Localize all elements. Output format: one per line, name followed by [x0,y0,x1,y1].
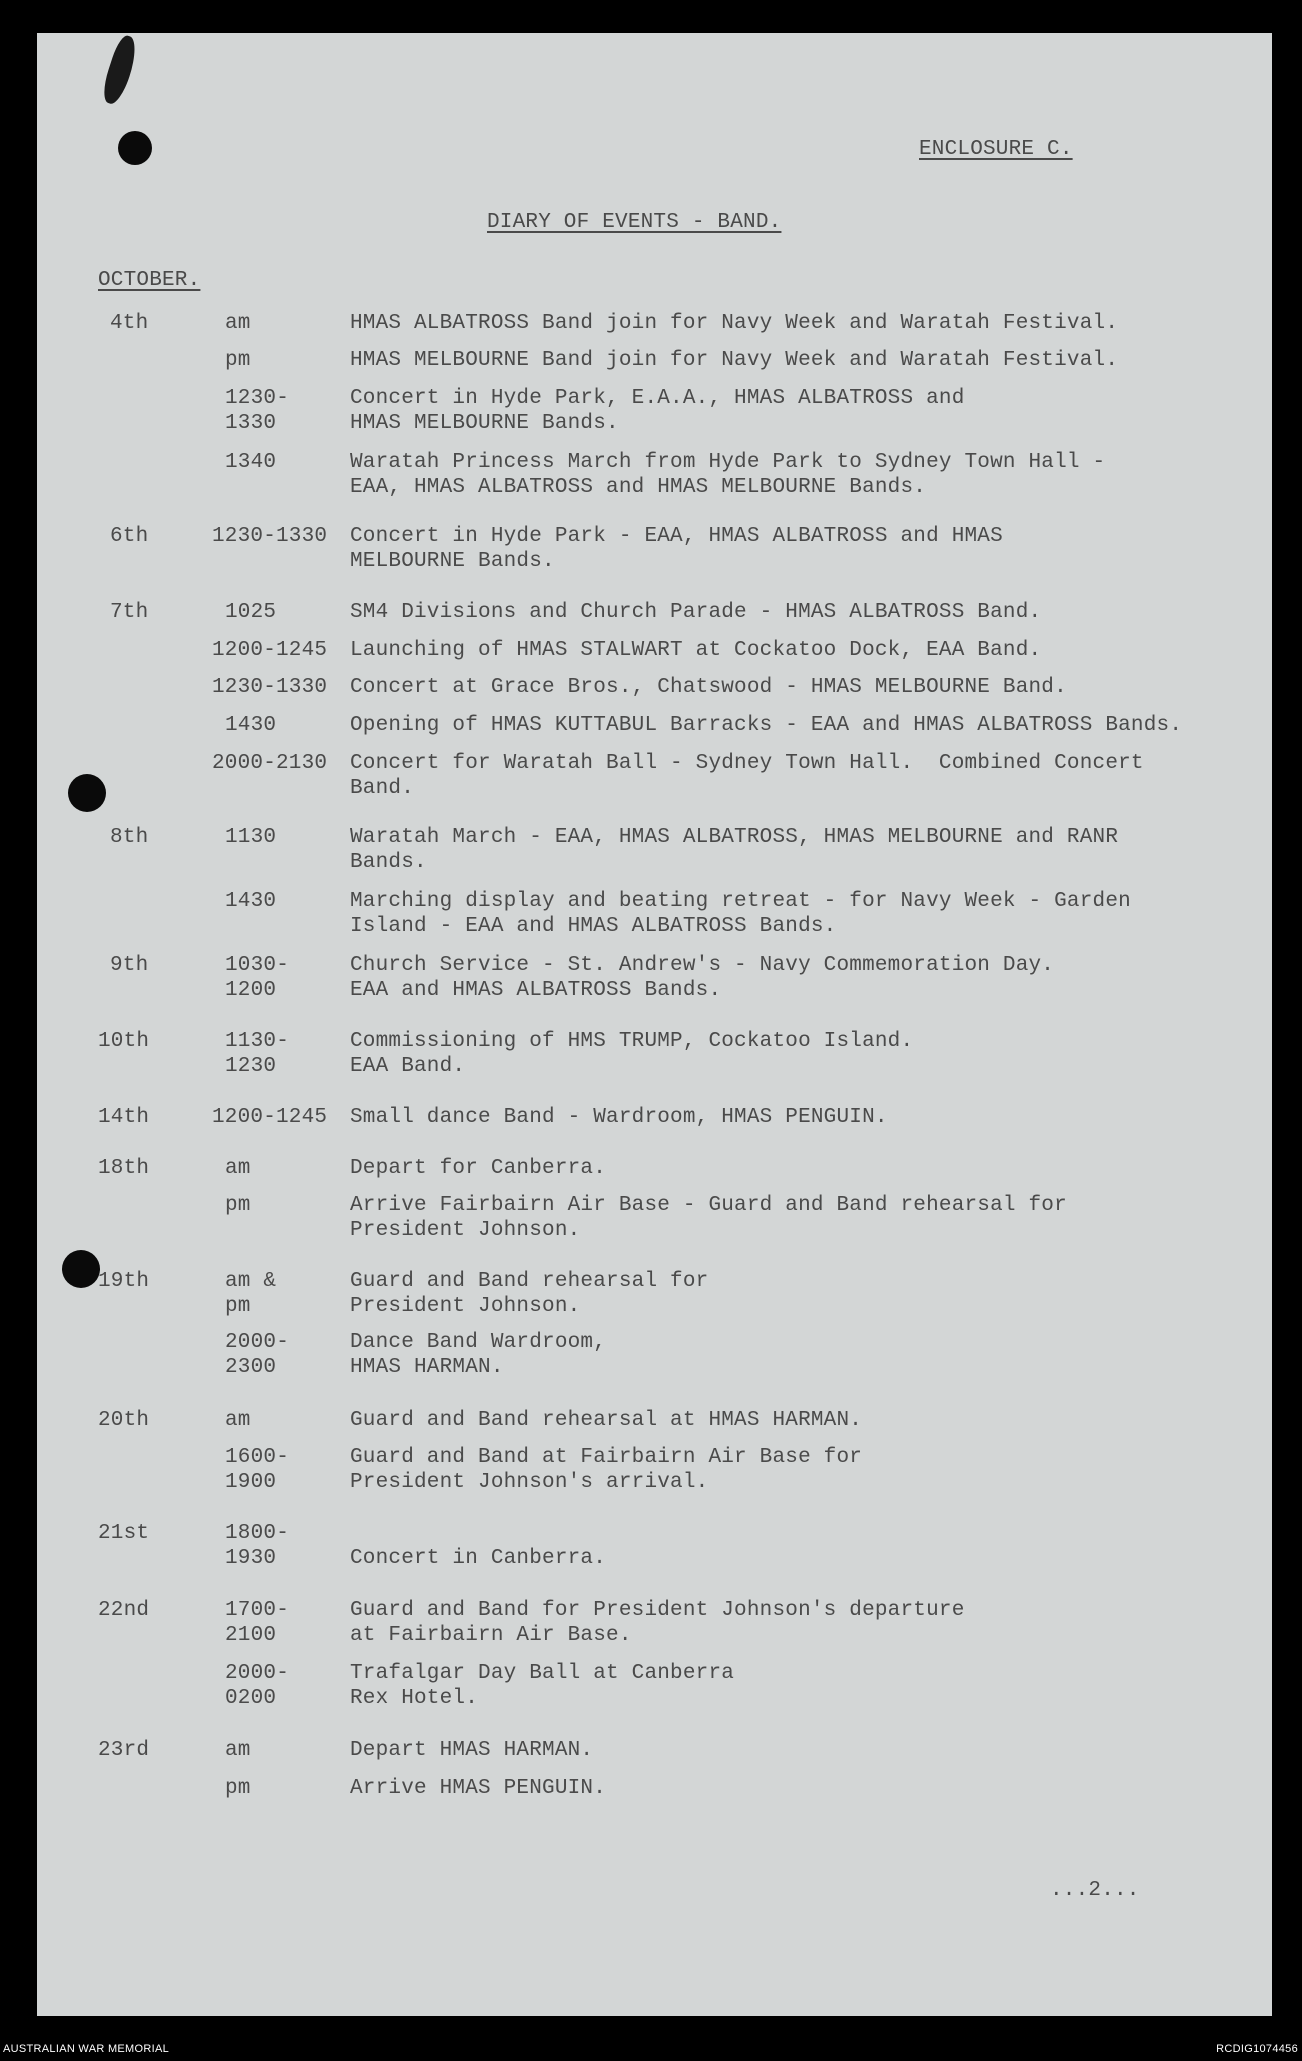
entry-description: Concert in Hyde Park, E.A.A., HMAS ALBATROSS and HMAS MELBOURNE Bands. [350,387,965,435]
punch-hole-middle [68,774,106,812]
entry-date: 20th [98,1409,150,1432]
entry-time: am & pm [225,1270,277,1318]
entry-time: 1130 [225,826,277,849]
entry-time: 1030- 1200 [225,954,290,1002]
punch-hole-lower [62,1250,100,1288]
entry-description: Opening of HMAS KUTTABUL Barracks - EAA and HMAS ALBATROSS Bands. [350,714,1183,737]
document-page [37,33,1272,2016]
entry-description: Depart HMAS HARMAN. [350,1739,594,1762]
entry-time: 1430 [225,714,277,737]
entry-date: 7th [110,601,149,624]
entry-description: Small dance Band - Wardroom, HMAS PENGUIN. [350,1106,888,1129]
punch-hole-top [118,131,152,165]
entry-time: 1025 [225,601,277,624]
entry-time: 1230-1330 [212,676,328,699]
entry-date: 10th [98,1030,150,1053]
entry-date: 14th [98,1106,150,1129]
entry-date: 19th [98,1270,150,1293]
entry-description: Concert at Grace Bros., Chatswood - HMAS MELBOURNE Band. [350,676,1067,699]
entry-time: am [225,312,251,335]
footer-left-credit: AUSTRALIAN WAR MEMORIAL [3,2043,170,2055]
entry-description: Waratah Princess March from Hyde Park to Sydney Town Hall - EAA, HMAS ALBATROSS and HMAS MELBOURNE Bands. [350,451,1106,499]
entry-description: Arrive Fairbairn Air Base - Guard and Band rehearsal for President Johnson. [350,1194,1067,1242]
entry-time: 1800- 1930 [225,1522,290,1570]
entry-description: Arrive HMAS PENGUIN. [350,1777,607,1800]
entry-date: 6th [110,525,149,548]
entry-description: HMAS MELBOURNE Band join for Navy Week and Waratah Festival. [350,349,1119,372]
entry-description: Church Service - St. Andrew's - Navy Commemoration Day. EAA and HMAS ALBATROSS Bands. [350,954,1055,1002]
entry-description: Commissioning of HMS TRUMP, Cockatoo Island. EAA Band. [350,1030,914,1078]
enclosure-label: ENCLOSURE C. [919,138,1073,161]
page-continuation: ...2... [1050,1879,1140,1902]
entry-time: 2000- 0200 [225,1662,290,1710]
entry-time: am [225,1157,251,1180]
entry-time: 2000- 2300 [225,1331,290,1379]
entry-date: 4th [110,312,149,335]
entry-date: 9th [110,954,149,977]
entry-description: Concert in Canberra. [350,1547,607,1570]
entry-time: am [225,1409,251,1432]
entry-time: 1600- 1900 [225,1446,290,1494]
month-heading: OCTOBER. [98,269,201,292]
entry-time: 1230- 1330 [225,387,290,435]
entry-time: 1230-1330 [212,525,328,548]
entry-time: 2000-2130 [212,752,328,775]
entry-description: Launching of HMAS STALWART at Cockatoo Dock, EAA Band. [350,639,1042,662]
entry-time: pm [225,1194,251,1217]
entry-date: 18th [98,1157,150,1180]
entry-description: Concert for Waratah Ball - Sydney Town Hall. Combined Concert Band. [350,752,1144,800]
entry-description: Guard and Band at Fairbairn Air Base for President Johnson's arrival. [350,1446,863,1494]
entry-time: 1340 [225,451,277,474]
entry-description: Trafalgar Day Ball at Canberra Rex Hotel. [350,1662,735,1710]
footer-right-id: RCDIG1074456 [1216,2043,1298,2055]
entry-time: 1700- 2100 [225,1599,290,1647]
entry-time: pm [225,349,251,372]
entry-date: 22nd [98,1599,150,1622]
entry-time: 1130- 1230 [225,1030,290,1078]
entry-description: Guard and Band rehearsal for President Johnson. [350,1270,709,1318]
entry-description: Dance Band Wardroom, HMAS HARMAN. [350,1331,607,1379]
entry-time: pm [225,1777,251,1800]
entry-description: Depart for Canberra. [350,1157,607,1180]
entry-description: Waratah March - EAA, HMAS ALBATROSS, HMAS MELBOURNE and RANR Bands. [350,826,1119,874]
entry-time: 1200-1245 [212,1106,328,1129]
entry-date: 23rd [98,1739,150,1762]
entry-description: Marching display and beating retreat - for Navy Week - Garden Island - EAA and HMAS ALBATROSS Bands. [350,890,1131,938]
entry-description: HMAS ALBATROSS Band join for Navy Week and Waratah Festival. [350,312,1119,335]
torn-corner-mark [99,33,142,106]
entry-description: SM4 Divisions and Church Parade - HMAS ALBATROSS Band. [350,601,1042,624]
entry-description: Concert in Hyde Park - EAA, HMAS ALBATROSS and HMAS MELBOURNE Bands. [350,525,1003,573]
entry-time: 1430 [225,890,277,913]
entry-date: 8th [110,826,149,849]
entry-date: 21st [98,1522,150,1545]
entry-time: am [225,1739,251,1762]
entry-time: 1200-1245 [212,639,328,662]
document-title: DIARY OF EVENTS - BAND. [487,211,782,234]
entry-description: Guard and Band for President Johnson's departure at Fairbairn Air Base. [350,1599,965,1647]
entry-description: Guard and Band rehearsal at HMAS HARMAN. [350,1409,863,1432]
